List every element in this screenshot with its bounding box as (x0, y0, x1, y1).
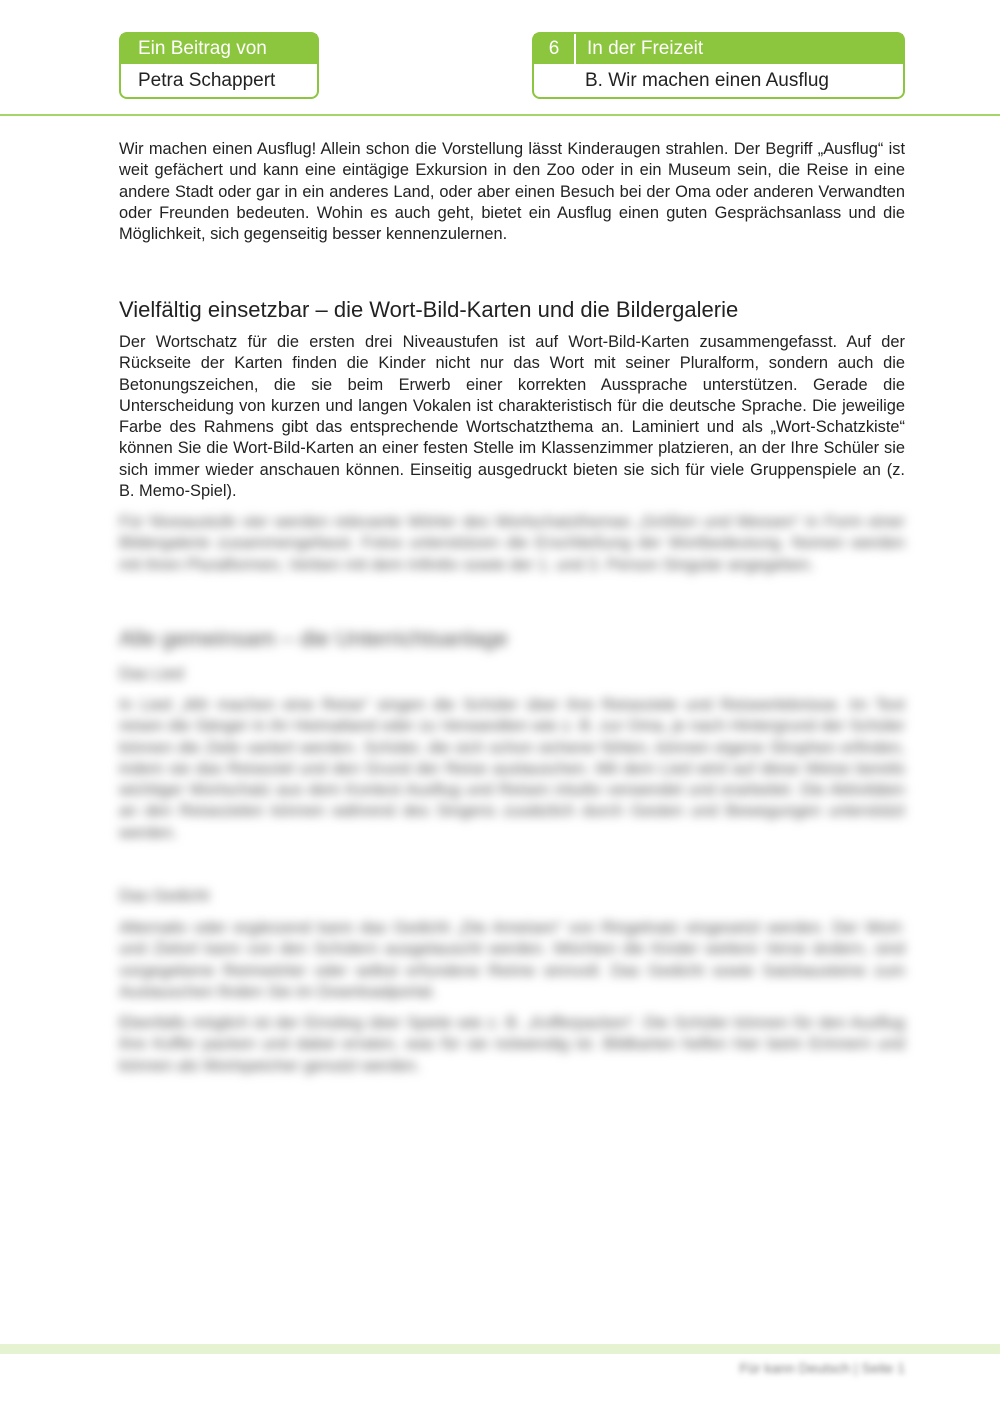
author-box-title: Ein Beitrag von (121, 34, 317, 64)
section-heading-cards: Vielfältig einsetzbar – die Wort-Bild-Karten und die Bildergalerie (119, 297, 739, 322)
blurred-content (0, 463, 1000, 1363)
footer-text: Für kann Deutsch | Seite 1 (739, 1360, 905, 1376)
subheading-song: Das Lied (119, 665, 184, 683)
section-heading-lesson: Alle gemeinsam – die Unterrichtsanlage (119, 626, 508, 651)
intro-paragraph: Wir machen einen Ausflug! Allein schon die Vorstellung lässt Kinderaugen strahlen. Der Begriff „Ausflug“ ist weit gefächert und kann eine eintägige Exkursion in den Zoo oder in ein Museum sein, die Reise in eine andere Stadt oder gar in ein anderes Land, oder aber einen Besuch bei der Oma oder anderen Verwandten oder Freunden bedeuten. Wohin es auch geht, bietet ein Ausflug einen guten Gesprächsanlass und die Möglichkeit, sich gegenseitig besser kennenzulernen. (119, 140, 905, 244)
chapter-number: 6 (534, 34, 576, 64)
games-paragraph: Ebenfalls möglich ist der Einstieg über Spiele wie z. B. „Kofferpacken“. Die Schüler können für den Ausflug ihre Koffer packen und dabei erraten, was für sie notwendig ist. Bildkarten helfen hier beim Erinnern und können als Wortspeicher genutzt werden. (119, 1014, 905, 1075)
gallery-paragraph: Für Niveaustufe vier werden relevante Wörter des Wortschatzthemas „Größen und Messen“ in Form einer Bildergalerie zusammengefasst. Fotos unterstützen die Erschließung der Wortbedeutung. Nomen werden mit ihren Pluralformen, Verben mit dem Infinitiv sowie der 1. und 3. Person Singular angegeben. (119, 513, 905, 574)
author-name: Petra Schappert (138, 70, 276, 91)
cards-paragraph: Der Wortschatz für die ersten drei Niveaustufen ist auf Wort-Bild-Karten zusammengefasst. Auf der Rückseite der Karten finden die Kinder nicht nur das Wort mit seiner Pluralform, sondern auch die Betonungszeichen, die sie beim Erwerb einer korrekten Aussprache unterstützen. Gerade die Unterscheidung von kurzen und langen Vokalen ist charakteristisch für die deutsche Sprache. Die jeweilige Farbe des Rahmens gibt das entsprechende Wortschatzthema an. Laminiert und als „Wort-Schatzkiste“ können Sie die Wort-Bild-Karten an einer festen Stelle im Klassenzimmer platzieren, an der Ihre Schüler sie sich immer wieder anschauen können. Einseitig ausgedruckt bieten sie sich für viele Gruppenspiele an (z. B. Memo-Spiel). (119, 333, 905, 501)
chapter-title: In der Freizeit (587, 38, 704, 59)
subheading-poem: Das Gedicht (119, 887, 210, 905)
chapter-subtitle: B. Wir machen einen Ausflug (585, 70, 829, 91)
poem-paragraph: Alternativ oder ergänzend kann das Gedicht „Die Ameisen“ von Ringelnatz eingesetzt werden. Der Wort- und Zielort kann von den Schülern ausgetauscht werden. Möchten die Kinder weitere Verse ändern, sind vorgegebene Reimwörter oder selbst erfundene Reime sinnvoll. Das Gedicht sowie Satzbausteine zum Austauschen finden Sie im Downloadportal. (119, 919, 905, 1001)
song-paragraph: In Lied „Wir machen eine Reise“ singen die Schüler über ihre Reiseziele und Reiseerlebnisse. Im Text reisen die Sänger in ihr Heimatland oder zu Verwandten wie z. B. zur Oma, je nach Hintergrund der Schüler können die Ziele variiert werden. Schüler, die sich schon sicherer fühlen, können eigene Strophen erfinden, indem sie das Reiseziel und den Grund der Reise austauschen. Mit dem Lied wird auf diese Weise bereits wichtiger Wortschatz aus dem Kontext Ausflug und Reisen intuitiv verwendet und erarbeitet. Die Aktivitäten an den Reisezielen können während des Singens zusätzlich durch Gesten und Bewegungen unterstützt werden. (119, 696, 905, 842)
footer-band (0, 1344, 1000, 1354)
